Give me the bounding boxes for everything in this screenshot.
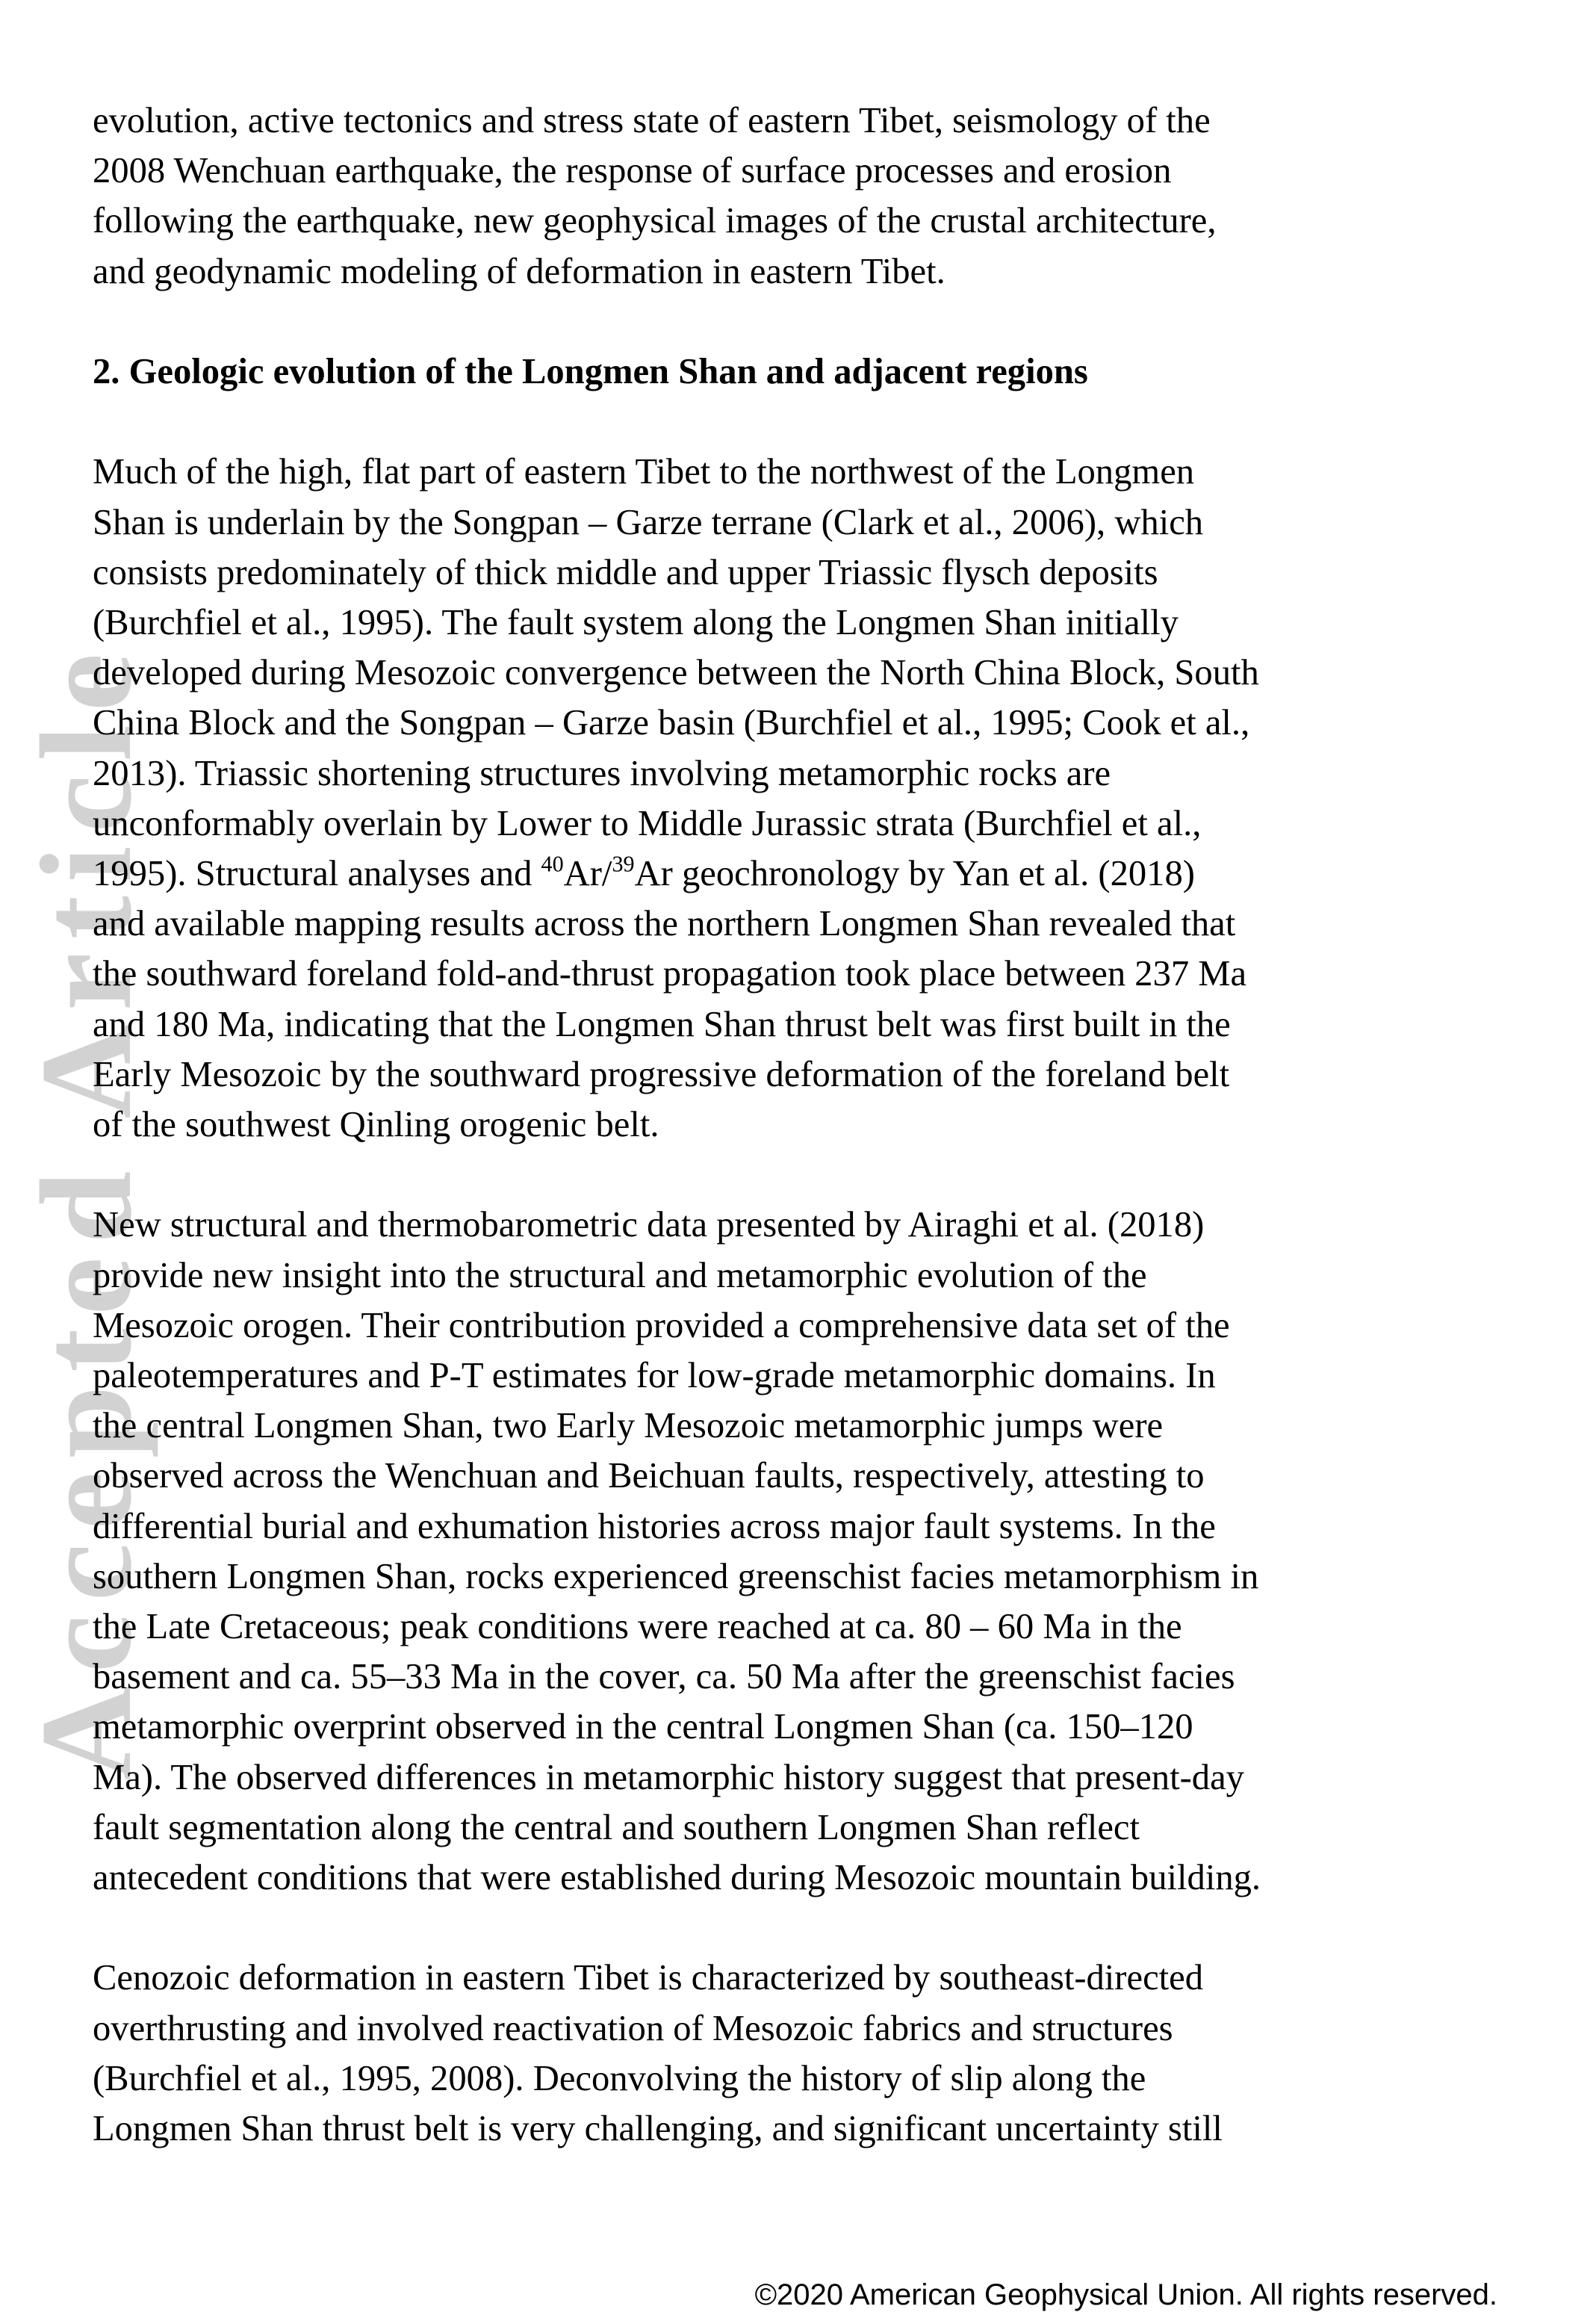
- paragraph-1-line: China Block and the Songpan – Garze basin (Burchfiel et al., 1995; Cook et al.,: [93, 702, 1250, 743]
- paragraph-1-line: of the southwest Qinling orogenic belt.: [93, 1104, 659, 1145]
- paragraph-2-line: observed across the Wenchuan and Beichuan faults, respectively, attesting to: [93, 1455, 1205, 1496]
- intro-line: evolution, active tectonics and stress state of eastern Tibet, seismology of the: [93, 100, 1211, 140]
- isotope-superscript-40: 40: [541, 851, 564, 877]
- paragraph-2-line: metamorphic overprint observed in the central Longmen Shan (ca. 150–120: [93, 1706, 1193, 1747]
- paragraph-1-line: unconformably overlain by Lower to Middle Jurassic strata (Burchfiel et al.,: [93, 802, 1202, 843]
- intro-line: and geodynamic modeling of deformation in eastern Tibet.: [93, 250, 946, 291]
- section-heading: 2. Geologic evolution of the Longmen Shan and adjacent regions: [93, 351, 1088, 391]
- isotope-line-after: Ar geochronology by Yan et al. (2018): [634, 853, 1195, 894]
- paragraph-1-isotope-line: [93, 849, 1512, 899]
- isotope-line-before: 1995). Structural analyses and: [93, 853, 541, 894]
- paragraph-1-line: Early Mesozoic by the southward progressive deformation of the foreland belt: [93, 1053, 1230, 1094]
- paragraph-1-line: and 180 Ma, indicating that the Longmen Shan thrust belt was first built in the: [93, 1003, 1231, 1044]
- paragraph-3-line: (Burchfiel et al., 1995, 2008). Deconvolving the history of slip along the: [93, 2057, 1146, 2098]
- paragraph-2-line: Mesozoic orogen. Their contribution provided a comprehensive data set of the: [93, 1304, 1230, 1345]
- paragraph-1-line: the southward foreland fold-and-thrust propagation took place between 237 Ma: [93, 953, 1247, 994]
- paragraph-1-line: Shan is underlain by the Songpan – Garze terrane (Clark et al., 2006), which: [93, 501, 1204, 542]
- intro-line: 2008 Wenchuan earthquake, the response of surface processes and erosion: [93, 150, 1172, 191]
- paragraph-2-line: Ma). The observed differences in metamorphic history suggest that present-day: [93, 1756, 1244, 1797]
- paragraph-2-line: provide new insight into the structural and metamorphic evolution of the: [93, 1254, 1147, 1295]
- paragraph-2-line: basement and ca. 55–33 Ma in the cover, ca. 50 Ma after the greenschist facies: [93, 1656, 1235, 1697]
- paragraph-1-line: 2013). Triassic shortening structures involving metamorphic rocks are: [93, 752, 1111, 793]
- intro-line: following the earthquake, new geophysical images of the crustal architecture,: [93, 200, 1217, 241]
- paragraph-2-line: differential burial and exhumation histories across major fault systems. In the: [93, 1505, 1216, 1546]
- paragraph-3-line: Longmen Shan thrust belt is very challenging, and significant uncertainty still: [93, 2108, 1223, 2149]
- isotope-superscript-39: 39: [612, 851, 635, 877]
- paragraph-gap: [93, 1150, 1512, 1200]
- paragraph-gap: [93, 297, 1512, 347]
- paragraph-1-line: and available mapping results across the northern Longmen Shan revealed that: [93, 903, 1236, 944]
- paragraph-2-line: southern Longmen Shan, rocks experienced greenschist facies metamorphism in: [93, 1555, 1259, 1596]
- page-body: [93, 96, 1512, 2154]
- paragraph-1-line: consists predominately of thick middle and upper Triassic flysch deposits: [93, 551, 1158, 592]
- copyright-footer: ©2020 American Geophysical Union. All rights reserved.: [754, 2278, 1497, 2311]
- paragraph-3-line: Cenozoic deformation in eastern Tibet is characterized by southeast-directed: [93, 1957, 1203, 1998]
- paragraph-2-line: New structural and thermobarometric data presented by Airaghi et al. (2018): [93, 1204, 1205, 1245]
- paragraph-2-line: paleotemperatures and P-T estimates for low-grade metamorphic domains. In: [93, 1355, 1216, 1396]
- paragraph-1-line: Much of the high, flat part of eastern Tibet to the northwest of the Longmen: [93, 451, 1195, 492]
- watermark-text: Accepted Article: [13, 639, 158, 1781]
- paragraph-gap: [93, 397, 1512, 447]
- paragraph-gap: [93, 1903, 1512, 1953]
- paragraph-2-line: fault segmentation along the central and southern Longmen Shan reflect: [93, 1806, 1140, 1847]
- paragraph-2-line: the central Longmen Shan, two Early Mesozoic metamorphic jumps were: [93, 1405, 1164, 1446]
- paragraph-3-line: overthrusting and involved reactivation of Mesozoic fabrics and structures: [93, 2007, 1173, 2048]
- isotope-line-mid: Ar/: [563, 853, 612, 894]
- paragraph-1-line: (Burchfiel et al., 1995). The fault system along the Longmen Shan initially: [93, 602, 1179, 642]
- paragraph-2-line: antecedent conditions that were established during Mesozoic mountain building.: [93, 1857, 1261, 1898]
- paragraph-1-line: developed during Mesozoic convergence between the North China Block, South: [93, 652, 1259, 693]
- paragraph-2-line: the Late Cretaceous; peak conditions were reached at ca. 80 – 60 Ma in the: [93, 1606, 1182, 1647]
